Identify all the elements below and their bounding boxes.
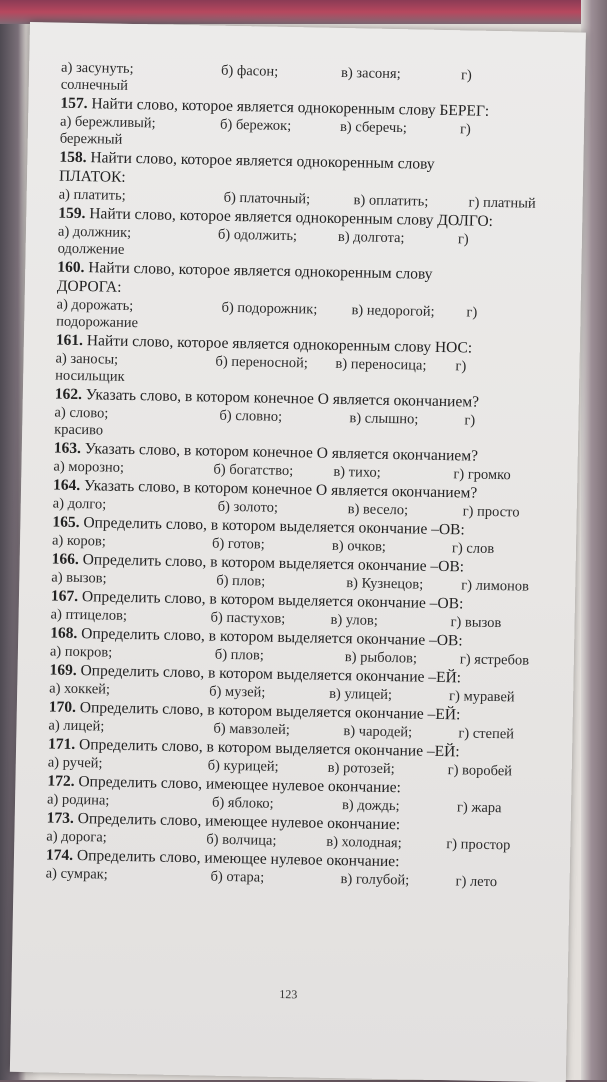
question-item <box>54 385 565 449</box>
option-d: г) <box>459 121 471 138</box>
option-c: в) очков; <box>331 537 387 555</box>
question-number: 161. <box>55 331 84 350</box>
option-c: в) Кузнецов; <box>346 575 424 593</box>
question-prompt: Определить слово, в котором выделяется окончание –ЕЙ: <box>78 736 460 761</box>
option-b: б) волчица; <box>206 831 277 849</box>
option-a: а) должник; <box>57 223 132 241</box>
page-edge-shadow <box>581 0 607 1080</box>
question-item <box>55 331 566 395</box>
option-b: б) одолжить; <box>217 226 298 245</box>
option-c: в) сберечь; <box>339 118 407 137</box>
question-prompt: Указать слово, в котором конечное О является окончанием? <box>85 386 480 411</box>
option-a: а) слово; <box>54 404 109 422</box>
option-d: г) громко <box>453 466 511 484</box>
option-a: а) дорога; <box>46 828 107 846</box>
option-d-text: подорожание <box>56 313 139 332</box>
question-number: 164. <box>52 476 81 495</box>
option-a: а) сумрак; <box>45 865 108 883</box>
option-d: г) жара <box>456 799 502 817</box>
option-c: в) недорогой; <box>351 302 435 320</box>
option-c: в) ротозей; <box>327 759 395 778</box>
option-d: г) воробей <box>447 762 513 780</box>
option-c: в) оплатить; <box>353 192 429 210</box>
option-d: г) ястребов <box>459 651 530 669</box>
question-prompt: Определить слово, имеющее нулевое окончание: <box>78 773 402 797</box>
question-prompt: Определить слово, в котором выделяется окончание –ЕЙ: <box>80 662 462 687</box>
option-b: б) платочный; <box>223 189 311 208</box>
option-d: г) слов <box>451 540 495 558</box>
option-b: б) отара; <box>210 868 265 886</box>
question-item <box>60 94 571 158</box>
option-b: б) золото; <box>217 498 279 516</box>
question-prompt: Найти слово, которое является однокоренным слову <box>90 149 435 173</box>
option-b: б) готов; <box>211 535 265 553</box>
question-number: 173. <box>46 809 75 827</box>
question-prompt-continued: ПЛАТОК: <box>58 167 126 186</box>
option-d-text: носильщик <box>55 367 125 385</box>
question-prompt: Определить слово, в котором выделяется окончание –ОВ: <box>81 625 463 650</box>
option-a: а) заносы; <box>55 350 119 368</box>
option-d: г) <box>457 231 469 248</box>
question-prompt: Определить слово, в котором выделяется окончание –ОВ: <box>83 514 465 539</box>
question-prompt-continued: ДОРОГА: <box>56 277 122 296</box>
page-number: 123 <box>279 986 298 1002</box>
option-d: г) муравей <box>448 688 515 706</box>
question-number: 168. <box>50 624 78 643</box>
option-c: в) переносица; <box>335 355 427 374</box>
option-c: в) долгота; <box>337 228 405 247</box>
question-number: 169. <box>49 661 77 680</box>
option-b: б) курицей; <box>207 757 279 775</box>
option-a: а) птицелов; <box>50 606 128 624</box>
option-d: г) <box>460 67 472 84</box>
question-number: 167. <box>50 587 79 606</box>
question-number: 160. <box>57 258 85 277</box>
option-b: б) мавзолей; <box>213 720 290 739</box>
option-d: г) степей <box>458 725 515 743</box>
option-a: а) вызов; <box>51 569 107 587</box>
option-d: г) <box>455 358 467 375</box>
question-number: 157. <box>60 94 88 113</box>
option-a: а) бережливый; <box>59 113 156 132</box>
option-a: а) ручей; <box>47 754 103 772</box>
option-c: в) тихо; <box>333 463 381 481</box>
option-c: в) чародей; <box>343 723 413 741</box>
question-number: 172. <box>47 772 75 790</box>
option-c: в) улов; <box>330 611 379 629</box>
question-item <box>57 204 568 268</box>
option-a: а) долго; <box>52 495 107 513</box>
question-prompt: Найти слово, которое является однокоренным слову НОС: <box>86 332 473 357</box>
question-list <box>45 94 570 893</box>
question-number: 158. <box>59 148 87 167</box>
option-a: а) покров; <box>49 643 113 661</box>
option-b: б) словно; <box>219 407 283 425</box>
option-d: г) <box>466 304 478 321</box>
option-c: в) засоня; <box>340 64 401 83</box>
option-a: а) хоккей; <box>49 680 111 698</box>
option-a: а) засунуть; <box>60 59 134 77</box>
option-c: в) слышно; <box>349 410 419 428</box>
option-b: б) богатство; <box>213 461 294 480</box>
question-prompt: Найти слово, которое является однокоренным слову БЕРЕГ: <box>91 95 490 120</box>
question-prompt: Определить слово, в котором выделяется окончание –ОВ: <box>81 588 464 613</box>
question-number: 165. <box>52 513 80 532</box>
option-a: а) дорожать; <box>56 296 134 315</box>
question-prompt: Определить слово, в котором выделяется окончание –ЕЙ: <box>79 699 461 724</box>
option-d-text: одолжение <box>57 240 125 258</box>
option-b: б) фасон; <box>220 62 279 80</box>
option-d: г) вызов <box>450 614 502 632</box>
option-a: а) платить; <box>58 186 126 204</box>
question-prompt: Указать слово, в котором конечное О является окончанием? <box>84 440 479 465</box>
question-number: 159. <box>58 204 86 223</box>
book-page <box>10 22 586 1082</box>
option-d-text: солнечный <box>60 76 129 94</box>
question-number: 174. <box>45 846 74 864</box>
option-b: б) яблоко; <box>211 794 274 812</box>
option-c: в) холодная; <box>326 833 402 852</box>
page-content <box>45 59 571 893</box>
question-prompt: Указать слово, в котором конечное О является окончанием? <box>83 477 478 502</box>
option-d: г) <box>464 412 476 429</box>
option-a: а) родина; <box>46 791 110 809</box>
option-a: а) коров; <box>51 532 107 550</box>
question-prompt: Найти слово, которое является однокоренным слову <box>88 259 433 283</box>
option-c: в) улицей; <box>329 685 393 704</box>
option-d: г) просто <box>462 503 520 521</box>
option-d: г) лимонов <box>461 577 530 595</box>
question-number: 166. <box>51 550 79 569</box>
question-item <box>59 148 570 214</box>
option-b: б) подорожник; <box>221 299 318 318</box>
option-a: а) морозно; <box>53 458 125 476</box>
question-item <box>56 258 567 341</box>
option-d: г) простор <box>446 836 511 854</box>
question-number: 170. <box>48 698 77 717</box>
background-cloth <box>0 0 607 24</box>
question-number: 162. <box>54 385 83 404</box>
option-c: в) весело; <box>347 501 409 519</box>
question-prompt: Определить слово, имеющее нулевое окончание: <box>76 847 400 871</box>
question-prompt: Найти слово, которое является однокоренным слову ДОЛГО: <box>89 205 494 230</box>
question-prompt: Определить слово, имеющее нулевое окончание: <box>77 810 401 834</box>
option-b: б) плов; <box>214 646 264 664</box>
option-b: б) пастухов; <box>210 609 286 628</box>
question-number: 163. <box>53 439 82 458</box>
option-b: б) плов; <box>216 572 266 590</box>
option-d: г) лето <box>455 873 498 891</box>
question-number: 171. <box>47 735 76 754</box>
option-b: б) музей; <box>209 683 266 701</box>
option-b: б) бережок; <box>219 116 292 135</box>
option-a: а) лицей; <box>48 717 105 735</box>
option-b: б) переносной; <box>215 353 308 372</box>
option-c: в) голубой; <box>340 871 410 889</box>
option-d-text: красиво <box>54 421 104 439</box>
option-c: в) дождь; <box>341 797 400 815</box>
question-prompt: Определить слово, в котором выделяется окончание –ОВ: <box>82 551 465 576</box>
option-d-text: бережный <box>59 130 123 148</box>
option-c: в) рыболов; <box>344 649 418 667</box>
option-d: г) платный <box>468 194 536 212</box>
